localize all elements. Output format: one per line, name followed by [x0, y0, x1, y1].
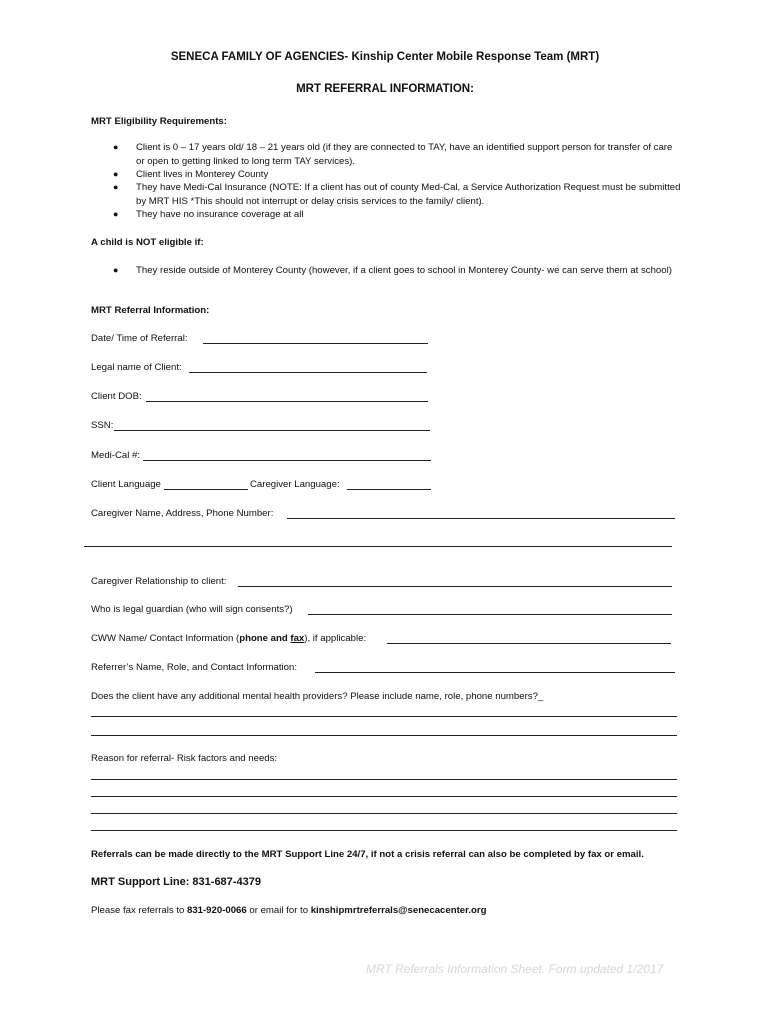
legal-name-label: Legal name of Client: — [91, 362, 182, 373]
fax-number: 831-920-0066 — [186, 905, 247, 916]
eligibility-item: Client lives in Monterey County — [136, 169, 269, 180]
footer-text: MRT Referrals Information Sheet. Form updated 1/2017 — [366, 962, 664, 976]
reason-field[interactable] — [91, 830, 677, 831]
legal-guardian-label: Who is legal guardian (who will sign consents?) — [91, 604, 293, 615]
reason-label: Reason for referral- Risk factors and needs: — [91, 753, 278, 764]
document-title: SENECA FAMILY OF AGENCIES- Kinship Center Mobile Response Team (MRT) — [170, 51, 600, 63]
cww-fax: fax — [290, 633, 305, 644]
date-time-field[interactable] — [203, 343, 428, 344]
not-eligible-item: They reside outside of Monterey County (however, if a client goes to school in Monterey County- we can serve them at school) — [136, 265, 672, 276]
fax-middle: or email for to — [246, 905, 311, 916]
eligibility-heading: MRT Eligibility Requirements: — [91, 116, 227, 127]
bullet-icon: ● — [113, 182, 119, 192]
mental-health-label: Does the client have any additional mental health providers? Please include name, role, phone numbers?_ — [91, 691, 544, 702]
referral-heading: MRT Referral Information: — [91, 305, 210, 316]
reason-field[interactable] — [91, 779, 677, 780]
cww-phone: phone and — [239, 633, 291, 644]
bullet-icon: ● — [113, 142, 119, 152]
cww-suffix: ), if applicable: — [304, 633, 367, 644]
medi-cal-field[interactable] — [143, 460, 431, 461]
medi-cal-label: Medi-Cal #: — [91, 450, 141, 461]
not-eligible-heading: A child is NOT eligible if: — [91, 237, 204, 248]
bullet-icon: ● — [113, 209, 119, 219]
bullet-icon: ● — [113, 169, 119, 179]
eligibility-item: They have no insurance coverage at all — [136, 209, 304, 220]
mental-health-field[interactable] — [91, 716, 677, 717]
cww-label — [91, 633, 366, 644]
bullet-icon: ● — [113, 265, 119, 275]
referrer-label: Referrer’s Name, Role, and Contact Information: — [91, 662, 298, 673]
caregiver-contact-label: Caregiver Name, Address, Phone Number: — [91, 508, 274, 519]
document-subtitle: MRT REFERRAL INFORMATION: — [296, 83, 474, 95]
caregiver-language-label: Caregiver Language: — [250, 479, 340, 490]
caregiver-language-field[interactable] — [347, 489, 431, 490]
support-line: MRT Support Line: 831-687-4379 — [91, 876, 261, 888]
caregiver-relationship-field[interactable] — [238, 586, 672, 587]
caregiver-contact-field-continued[interactable] — [84, 546, 672, 547]
fax-email-line — [91, 905, 486, 916]
date-time-label: Date/ Time of Referral: — [91, 333, 188, 344]
referrer-field[interactable] — [315, 672, 675, 673]
reason-field[interactable] — [91, 813, 677, 814]
legal-name-field[interactable] — [189, 372, 427, 373]
reason-field[interactable] — [91, 796, 677, 797]
eligibility-item: They have Medi-Cal Insurance (NOTE: If a client has out of county Med-Cal, a Service Authorization Request must be submitted by MRT HIS *This should not interrupt or delay crisis services to the family/ client). — [136, 182, 681, 207]
client-language-label: Client Language — [91, 479, 161, 490]
ssn-label: SSN: — [91, 420, 114, 431]
caregiver-contact-field[interactable] — [287, 518, 675, 519]
legal-guardian-field[interactable] — [308, 614, 672, 615]
eligibility-item: Client is 0 – 17 years old/ 18 – 21 years old (if they are connected to TAY, have an identified support person for transfer of care or open to getting linked to long term TAY services). — [136, 142, 673, 167]
email-address: kinshipmrtreferrals@senecacenter.org — [310, 905, 487, 916]
client-dob-label: Client DOB: — [91, 391, 142, 402]
client-language-field[interactable] — [164, 489, 248, 490]
cww-field[interactable] — [387, 643, 671, 644]
mental-health-field[interactable] — [91, 735, 677, 736]
client-dob-field[interactable] — [146, 401, 428, 402]
cww-prefix: CWW Name/ Contact Information ( — [91, 633, 240, 644]
ssn-field[interactable] — [114, 430, 430, 431]
referral-note: Referrals can be made directly to the MRT Support Line 24/7, if not a crisis referral can also be completed by fax or email. — [91, 849, 644, 860]
fax-prefix: Please fax referrals to — [91, 905, 187, 916]
caregiver-relationship-label: Caregiver Relationship to client: — [91, 576, 227, 587]
